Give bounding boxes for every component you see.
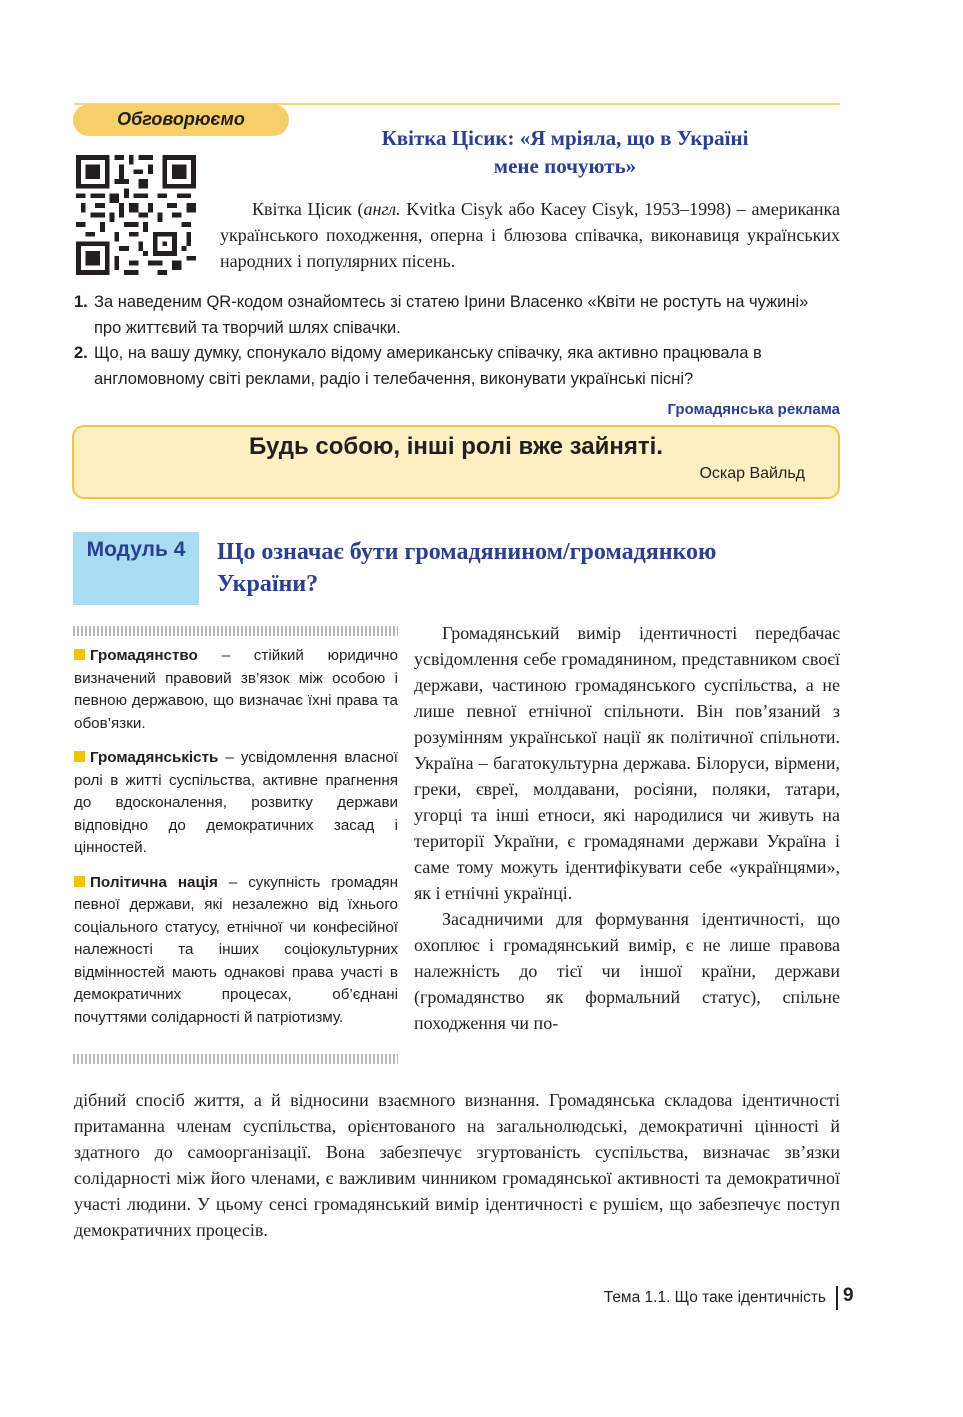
discussion-title-line2: мене почують» (493, 154, 637, 178)
page-number: 9 (843, 1285, 854, 1306)
intro-abbr: англ. (363, 199, 401, 219)
square-bullet-icon (74, 876, 85, 887)
list-item (74, 290, 840, 341)
glossary-top-divider (73, 626, 398, 636)
qr-code-icon[interactable] (76, 155, 196, 275)
question-number: 2. (74, 344, 88, 362)
glossary-definition: – сукупність громадян певної держави, які незалежно від їхнього соціального статусу, етнічної чи конфесійної належності та інших соціокультурних відмінностей мають однакові права участі в демократичних процесах, об’єднані почуттями солідарності й патріотизму. (74, 873, 398, 1026)
module-title-line2: України? (217, 571, 319, 597)
question-list (74, 290, 840, 392)
body-right-column (414, 620, 840, 1036)
glossary-bottom-divider (73, 1054, 398, 1064)
glossary-definition: – усвідомлення власної ролі в житті суспільства, активне прагнення до вдосконалення, розвитку держави відповідно до демократичних засад і цінностей. (74, 749, 398, 856)
module-label: Модуль 4 (86, 538, 186, 561)
list-item (74, 341, 840, 392)
glossary-term: Громадянськість (90, 749, 219, 766)
square-bullet-icon (74, 751, 85, 762)
discussion-intro (220, 196, 840, 274)
body-paragraph: Громадянський вимір ідентичності передбачає усвідомлення себе громадянином, представником своєї держави, частиною громадянського суспільства, а не лише певної етнічної спільноти. Він пов’язаний з розумінням української нації як політичної спільноти. Україна – багатокультурна держава. Білоруси, вірмени, греки, євреї, молдавани, росіяни, поляки, татари, угорці та інші етноси, які народилися чи живуть на території України, є громадянами держави Україна і саме тому можуть ідентифікувати себе «українцями», як і етнічні українці. (414, 623, 840, 903)
square-bullet-icon (74, 649, 85, 660)
footer-topic: Тема 1.1. Що таке ідентичність (603, 1289, 826, 1306)
glossary-item (74, 645, 398, 735)
footer-divider (836, 1286, 838, 1310)
discussion-title (300, 124, 830, 180)
question-text: За наведеним QR-кодом ознайомтесь зі статею Ірини Власенко «Квіти не ростуть на чужині» про життєвий та творчий шлях співачки. (94, 293, 809, 337)
discussion-title-line1: Квітка Цісик: «Я мріяла, що в Україні (381, 126, 749, 150)
module-title-line1: Що означає бути громадянином/громадянкою (217, 539, 717, 565)
glossary-definition: – стійкий юридично визначений правовий зв’язок між особою і певною державою, що визначає їхні права та обов’язки. (74, 647, 398, 732)
intro-part-b: Kvitka Cisyk або Kacey Cisyk, 1953–1998) – американка українського походження, оперна і блюзова співачка, виконавиця українських народних і популярних пісень. (220, 199, 840, 271)
glossary-item (74, 872, 398, 1030)
quote-author: Оскар Вайльд (699, 465, 805, 482)
ad-label: Громадянська реклама (667, 401, 840, 418)
quote-text: Будь собою, інші ролі вже зайняті. (249, 433, 663, 460)
module-title (217, 536, 837, 600)
glossary-item (74, 747, 398, 860)
body-full-width: дібний спосіб життя, а й відносини взаємного визнання. Громадянська складова ідентичності притаманна членам суспільства, орієнтованого на загальнолюдські, демократичні цінності й здатного до самоорганізації. Вона забезпечує згуртованість суспільства, визначає зв’язки солідарності між його членами, є важливим чинником громадянської активності та демократичної участі людини. У цьому сенсі громадянський вимір ідентичності є рушієм, що забезпечує поступ демократичних процесів. (74, 1090, 840, 1240)
question-text: Що, на вашу думку, спонукало відому американську співачку, яка активно працювала в англомовному світі реклами, радіо і телебачення, виконувати українські пісні? (94, 344, 762, 388)
body-paragraph: Засадничими для формування ідентичності, що охоплює і громадянський вимір, є не лише правова належність до тієї чи іншої країни, держави (громадянство як формальний статус), спільне походження чи по- (414, 909, 840, 1033)
discussion-tab: Обговорюємо (73, 104, 289, 136)
intro-part-a: Квітка Цісик ( (252, 199, 364, 219)
question-number: 1. (74, 293, 88, 311)
glossary-sidebar (74, 645, 398, 1041)
glossary-term: Політична нація (90, 873, 218, 891)
glossary-term: Громадянство (90, 647, 198, 664)
